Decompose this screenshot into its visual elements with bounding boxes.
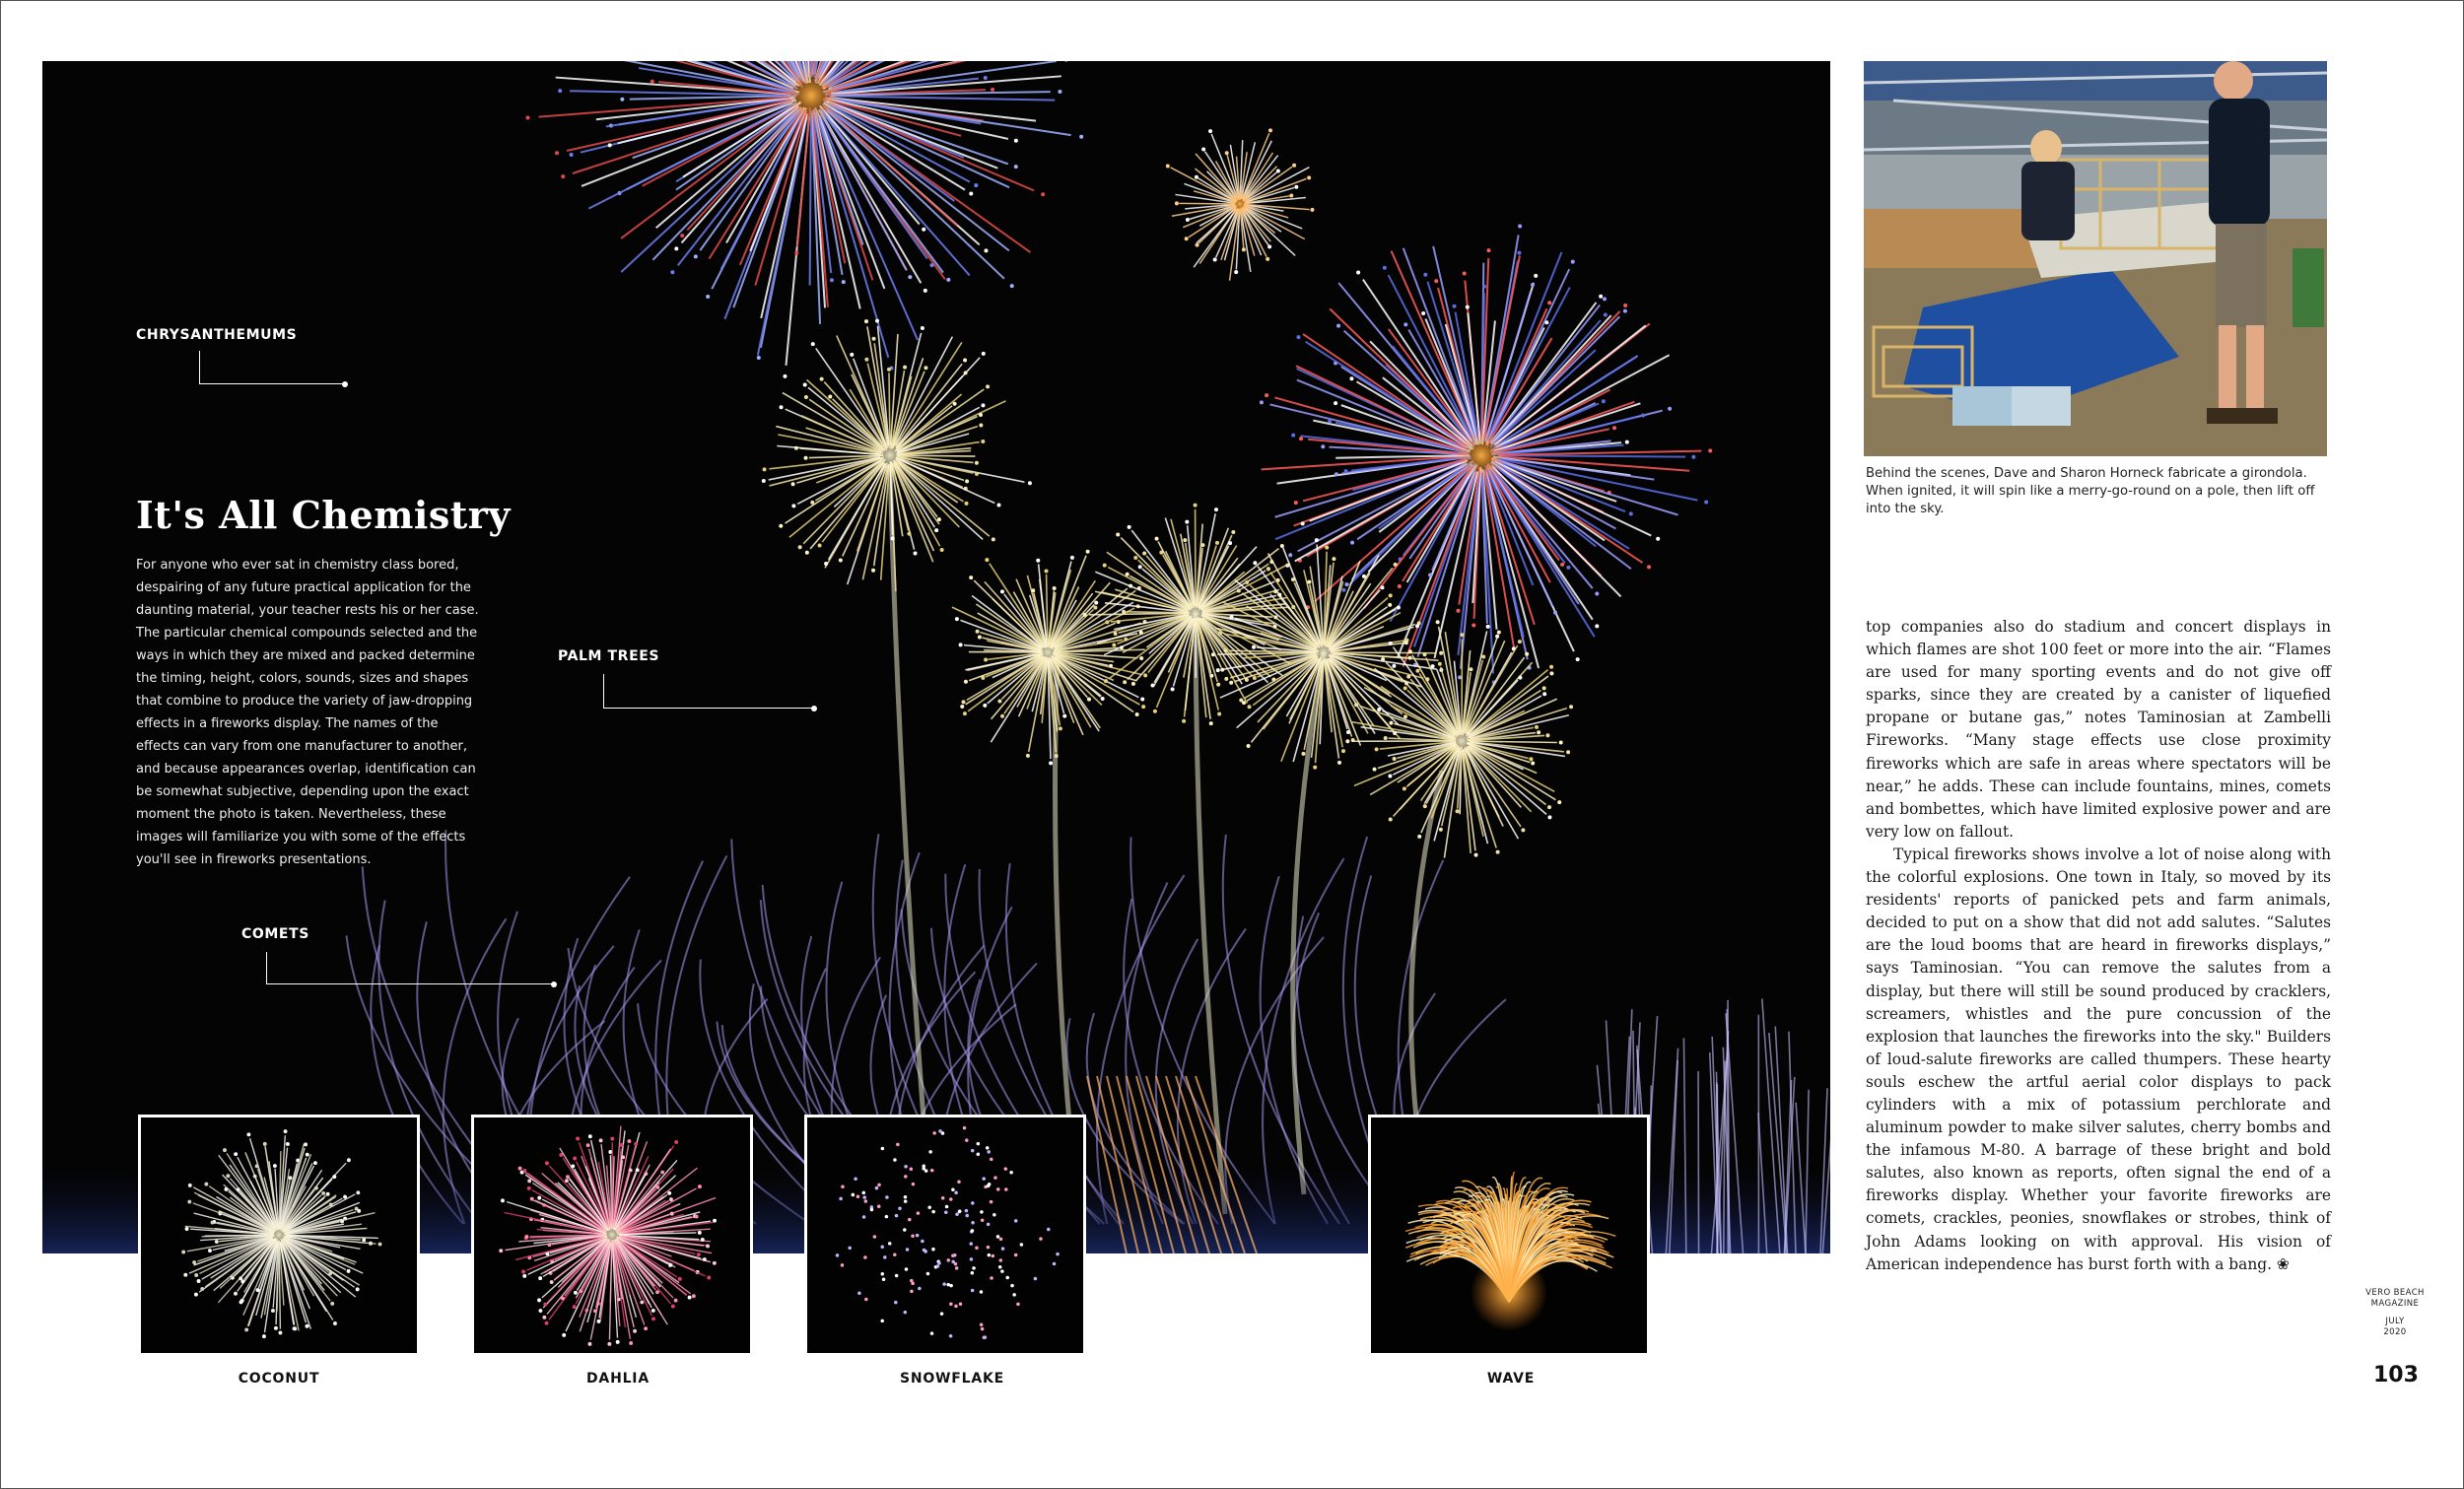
workshop-photo — [1864, 61, 2327, 456]
callout-palm-trees-line — [603, 674, 813, 709]
page-number: 103 — [2373, 1363, 2419, 1387]
callout-palm-trees: PALM TREES — [558, 648, 660, 664]
snowflake-burst-image — [807, 1117, 1083, 1353]
thumbnail-label-coconut: COCONUT — [238, 1371, 320, 1387]
folio-year: 2020 — [2383, 1327, 2407, 1337]
callout-chrysanthemums: CHRYSANTHEMUMS — [136, 327, 298, 343]
folio-month: JULY — [2385, 1317, 2405, 1326]
thumbnail-label-dahlia: DAHLIA — [586, 1371, 650, 1387]
wave-burst-image — [1371, 1117, 1647, 1353]
article-paragraph: Typical fireworks shows involve a lot of noise along with the colorful explosions. One town in Italy, so moved by its residents' reports of panicked pets and farm animals, decided to put on a show that did not add salutes. “Salutes are the loud booms that are heard in fireworks displays,” says Taminosian. “You can remove the salutes from a display, but there will still be sound produced by cracklers, screamers, whistles and the pure concussion of the explosion that launches the fireworks into the sky." Builders of loud-salute fireworks are called thumpers. These hearty souls eschew the artful aerial color displays to pack cylinders with a mix of potassium perchlorate and aluminum powder to make silver salutes, cherry bombs and the infamous M-80. A barrage of these bright and bold salutes, also known as reports, often signal the end of a fireworks display. Whether your favorite fireworks are comets, crackles, peonies, snowflakes or strobes, think of John Adams looking on with approval. His vision of American independence has burst forth with a bang. ❀ — [1866, 845, 2331, 1273]
folio — [2356, 1288, 2434, 1338]
folio-magazine-line1: VERO BEACH — [2365, 1288, 2425, 1298]
folio-magazine-line2: MAGAZINE — [2370, 1299, 2420, 1309]
photo-caption: Behind the scenes, Dave and Sharon Horneck fabricate a girondola. When ignited, it will spin like a merry-go-round on a pole, then lift off into the sky. — [1866, 466, 2315, 516]
callout-comets-line — [266, 952, 553, 984]
thumbnail-label-wave: WAVE — [1486, 1371, 1536, 1387]
thumbnail-wave — [1368, 1115, 1650, 1356]
thumbnail-dahlia — [471, 1115, 753, 1356]
thumbnail-coconut — [138, 1115, 420, 1356]
article-body — [1866, 616, 2331, 1276]
dahlia-burst-image — [474, 1117, 750, 1353]
callout-chrysanthemums-line — [199, 351, 344, 384]
article-paragraph: top companies also do stadium and concert displays in which flames are shot 100 feet or more into the air. “Flames are used for many sporting events and do not give off sparks, since they are created by a canister of liquefied propane or butane gas,” notes Taminosian at Zambelli Fireworks. “Many stage effects use close proximity fireworks which are safe in areas where spectators will be near,” he adds. These can include fountains, mines, comets and bombettes, which have limited explosive power and are very low on fallout. — [1866, 618, 2331, 841]
article-headline: It's All Chemistry — [136, 493, 511, 537]
callout-comets: COMETS — [241, 926, 309, 942]
thumbnail-label-snowflake: SNOWFLAKE — [899, 1371, 1005, 1387]
intro-paragraph: For anyone who ever sat in chemistry class bored, despairing of any future practical application for the daunting material, your teacher rests his or her case. The particular chemical compounds selected and the ways in which they are mixed and packed determine the timing, height, colors, sounds, sizes and shapes that combine to produce the variety of jaw-dropping effects in a fireworks display. The names of the effects can vary from one manufacturer to another, and because appearances overlap, identification can be somewhat subjective, depending upon the exact moment the photo is taken. Nevertheless, these images will familiarize you with some of the effects you'll see in fireworks presentations. — [136, 558, 479, 867]
coconut-burst-image — [141, 1117, 417, 1353]
thumbnail-snowflake — [804, 1115, 1086, 1356]
workshop-scene — [1864, 61, 2327, 456]
